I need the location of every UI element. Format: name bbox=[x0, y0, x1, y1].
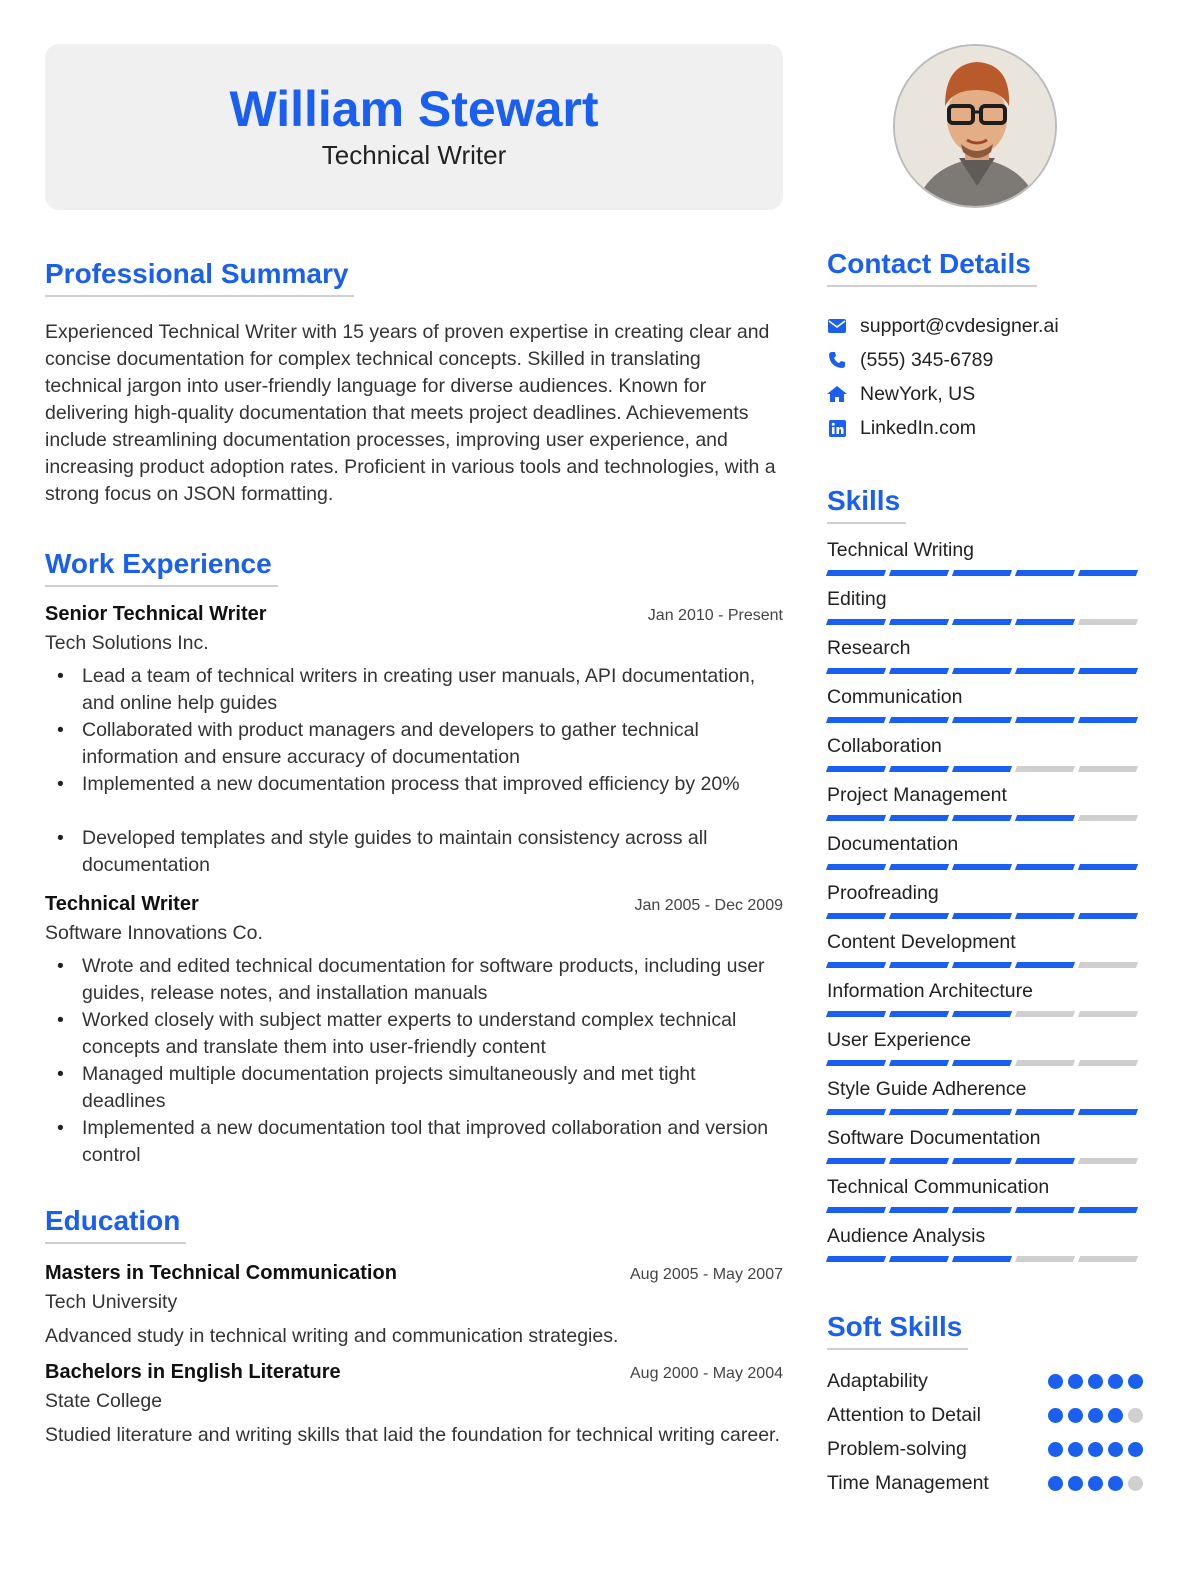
skill-level-segment bbox=[1078, 668, 1138, 674]
contact-location-text: NewYork, US bbox=[860, 382, 976, 405]
skill-level-segment bbox=[889, 1011, 949, 1017]
contact-heading: Contact Details bbox=[827, 248, 1037, 287]
soft-skill-label: Problem-solving bbox=[827, 1437, 967, 1460]
contact-section bbox=[827, 248, 1143, 445]
contact-location bbox=[827, 377, 1143, 411]
job-dates: Jan 2005 - Dec 2009 bbox=[634, 897, 783, 914]
rating-dot bbox=[1088, 1374, 1103, 1389]
skill-level-segment bbox=[1078, 1207, 1138, 1213]
skill-level-segment bbox=[1078, 1256, 1138, 1262]
skill-level-bar bbox=[827, 766, 1143, 772]
skill-level-segment bbox=[952, 570, 1012, 576]
skill-level-segment bbox=[1015, 1011, 1075, 1017]
profile-photo bbox=[893, 44, 1057, 208]
skill-level-segment bbox=[952, 962, 1012, 968]
skill-level-segment bbox=[1015, 815, 1075, 821]
skill-level-segment bbox=[826, 864, 886, 870]
skill-level-segment bbox=[952, 1011, 1012, 1017]
skill-level-segment bbox=[826, 717, 886, 723]
skill-level-segment bbox=[1015, 1109, 1075, 1115]
skill-level-segment bbox=[952, 717, 1012, 723]
summary-heading: Professional Summary bbox=[45, 258, 354, 297]
skill-level-segment bbox=[826, 619, 886, 625]
skill-level-segment bbox=[1015, 619, 1075, 625]
skill-level-segment bbox=[889, 570, 949, 576]
soft-skills-section bbox=[827, 1311, 1143, 1500]
skill-level-segment bbox=[952, 1109, 1012, 1115]
skill-level-bar bbox=[827, 864, 1143, 870]
skill-level-bar bbox=[827, 962, 1143, 968]
contact-phone[interactable] bbox=[827, 343, 1143, 377]
soft-skill-item bbox=[827, 1466, 1143, 1500]
skill-level-segment bbox=[1078, 1011, 1138, 1017]
skill-level-segment bbox=[1015, 1207, 1075, 1213]
skill-item bbox=[827, 979, 1143, 1028]
skill-level-segment bbox=[826, 1256, 886, 1262]
rating-dot bbox=[1108, 1442, 1123, 1457]
skill-level-segment bbox=[1015, 570, 1075, 576]
skill-level-segment bbox=[826, 668, 886, 674]
skill-level-segment bbox=[952, 1256, 1012, 1262]
summary-text: Experienced Technical Writer with 15 years of proven expertise in creating clear and concise documentation for complex technical concepts. Skilled in translating technical jargon into user-friendly language for diverse audiences. Known for delivering high-quality documentation that meets project deadlines. Achievements include streamlining documentation processes, improving user experience, and increasing product adoption rates. Proficient in various tools and technologies, with a strong focus on JSON formatting. bbox=[45, 321, 776, 505]
education-school: Tech University bbox=[45, 1291, 178, 1313]
soft-skill-rating bbox=[1048, 1374, 1143, 1389]
job-company: Software Innovations Co. bbox=[45, 922, 263, 944]
skill-level-segment bbox=[889, 1207, 949, 1213]
skill-level-segment bbox=[952, 1060, 1012, 1066]
skill-level-bar bbox=[827, 1256, 1143, 1262]
skill-level-segment bbox=[1078, 864, 1138, 870]
job-bullet: • Managed multiple documentation projects simultaneously and met tight deadlines bbox=[45, 1061, 783, 1115]
skills-section bbox=[827, 485, 1143, 1273]
skill-label: Research bbox=[827, 637, 911, 659]
job-bullets bbox=[45, 663, 783, 879]
rating-dot bbox=[1128, 1476, 1143, 1491]
job-bullet: • Collaborated with product managers and developers to gather technical information and ensure accuracy of documentation bbox=[45, 717, 783, 771]
skill-level-segment bbox=[1078, 1060, 1138, 1066]
skill-item bbox=[827, 734, 1143, 783]
summary-section bbox=[45, 258, 783, 508]
soft-skill-rating bbox=[1048, 1442, 1143, 1457]
skill-level-segment bbox=[1015, 913, 1075, 919]
skill-level-segment bbox=[889, 1158, 949, 1164]
education-school: State College bbox=[45, 1390, 163, 1412]
soft-skill-label: Adaptability bbox=[827, 1369, 928, 1392]
rating-dot bbox=[1068, 1374, 1083, 1389]
skill-label: Content Development bbox=[827, 931, 1016, 953]
job-company: Tech Solutions Inc. bbox=[45, 632, 209, 654]
skill-level-segment bbox=[889, 962, 949, 968]
skill-level-segment bbox=[826, 962, 886, 968]
job-bullets bbox=[45, 953, 783, 1169]
skill-level-segment bbox=[1015, 1256, 1075, 1262]
skill-level-segment bbox=[1078, 815, 1138, 821]
skill-item bbox=[827, 636, 1143, 685]
linkedin-icon bbox=[827, 418, 847, 438]
soft-skills-heading: Soft Skills bbox=[827, 1311, 968, 1350]
skill-level-segment bbox=[1015, 668, 1075, 674]
rating-dot bbox=[1048, 1374, 1063, 1389]
skill-level-bar bbox=[827, 570, 1143, 576]
job-bullet: • Implemented a new documentation process that improved efficiency by 20% bbox=[45, 771, 783, 798]
skill-level-bar bbox=[827, 1158, 1143, 1164]
skill-level-segment bbox=[889, 1109, 949, 1115]
soft-skill-item bbox=[827, 1432, 1143, 1466]
skill-level-segment bbox=[952, 766, 1012, 772]
rating-dot bbox=[1088, 1476, 1103, 1491]
skills-heading: Skills bbox=[827, 485, 906, 524]
job-bullet: • Lead a team of technical writers in creating user manuals, API documentation, and online help guides bbox=[45, 663, 783, 717]
skill-label: Proofreading bbox=[827, 882, 939, 904]
education-entry bbox=[45, 1361, 783, 1450]
skill-label: Information Architecture bbox=[827, 980, 1033, 1002]
education-degree: Masters in Technical Communication bbox=[45, 1262, 397, 1284]
skill-level-segment bbox=[1015, 1060, 1075, 1066]
skill-level-segment bbox=[952, 1207, 1012, 1213]
phone-icon bbox=[827, 350, 847, 370]
candidate-name: William Stewart bbox=[229, 81, 599, 137]
skill-label: Style Guide Adherence bbox=[827, 1078, 1027, 1100]
contact-email-text: support@cvdesigner.ai bbox=[860, 314, 1059, 337]
experience-heading: Work Experience bbox=[45, 548, 278, 587]
rating-dot bbox=[1048, 1408, 1063, 1423]
skill-level-segment bbox=[952, 1158, 1012, 1164]
skill-level-segment bbox=[826, 570, 886, 576]
rating-dot bbox=[1128, 1442, 1143, 1457]
soft-skill-label: Time Management bbox=[827, 1471, 989, 1494]
skill-level-segment bbox=[826, 766, 886, 772]
soft-skill-item bbox=[827, 1398, 1143, 1432]
education-description: Advanced study in technical writing and communication strategies. bbox=[45, 1325, 619, 1347]
contact-list bbox=[827, 309, 1143, 445]
soft-skills-list bbox=[827, 1364, 1143, 1500]
skill-level-segment bbox=[826, 1060, 886, 1066]
skill-level-segment bbox=[952, 668, 1012, 674]
rating-dot bbox=[1068, 1476, 1083, 1491]
skills-list bbox=[827, 538, 1143, 1273]
skill-level-bar bbox=[827, 668, 1143, 674]
sidebar-column bbox=[827, 44, 1143, 1500]
skill-item bbox=[827, 783, 1143, 832]
skill-level-segment bbox=[826, 1011, 886, 1017]
skill-level-segment bbox=[826, 1158, 886, 1164]
rating-dot bbox=[1048, 1442, 1063, 1457]
skill-level-segment bbox=[1078, 1109, 1138, 1115]
job-dates: Jan 2010 - Present bbox=[647, 607, 783, 624]
skill-item bbox=[827, 930, 1143, 979]
skill-item bbox=[827, 587, 1143, 636]
job-entry bbox=[45, 603, 783, 879]
skill-item bbox=[827, 1126, 1143, 1175]
education-dates: Aug 2000 - May 2004 bbox=[630, 1365, 783, 1382]
main-column bbox=[45, 44, 783, 1450]
rating-dot bbox=[1108, 1408, 1123, 1423]
skill-level-bar bbox=[827, 1060, 1143, 1066]
skill-level-segment bbox=[889, 668, 949, 674]
skill-level-segment bbox=[889, 1256, 949, 1262]
skill-level-segment bbox=[1078, 913, 1138, 919]
skill-level-segment bbox=[1078, 766, 1138, 772]
skill-level-segment bbox=[826, 815, 886, 821]
skill-label: Software Documentation bbox=[827, 1127, 1041, 1149]
skill-level-segment bbox=[889, 864, 949, 870]
job-entry bbox=[45, 893, 783, 1169]
skill-label: User Experience bbox=[827, 1029, 972, 1051]
skill-label: Technical Communication bbox=[827, 1176, 1050, 1198]
skill-label: Collaboration bbox=[827, 735, 942, 757]
skill-level-segment bbox=[1078, 570, 1138, 576]
skill-level-segment bbox=[1015, 1158, 1075, 1164]
skill-level-segment bbox=[952, 864, 1012, 870]
rating-dot bbox=[1108, 1374, 1123, 1389]
skill-level-segment bbox=[1078, 962, 1138, 968]
skill-level-segment bbox=[826, 1109, 886, 1115]
contact-phone-text: (555) 345-6789 bbox=[860, 348, 994, 371]
skill-level-segment bbox=[826, 913, 886, 919]
experience-section bbox=[45, 548, 783, 1169]
contact-linkedin-text: LinkedIn.com bbox=[860, 416, 976, 439]
job-bullet: • Worked closely with subject matter experts to understand complex technical concepts and translate them into user-friendly content bbox=[45, 1007, 783, 1061]
rating-dot bbox=[1088, 1408, 1103, 1423]
education-section bbox=[45, 1205, 783, 1450]
skill-level-segment bbox=[952, 913, 1012, 919]
skill-label: Project Management bbox=[827, 784, 1007, 806]
skill-label: Documentation bbox=[827, 833, 959, 855]
soft-skill-rating bbox=[1048, 1476, 1143, 1491]
skill-level-bar bbox=[827, 619, 1143, 625]
skill-label: Communication bbox=[827, 686, 963, 708]
skill-level-segment bbox=[952, 815, 1012, 821]
rating-dot bbox=[1128, 1408, 1143, 1423]
education-heading: Education bbox=[45, 1205, 186, 1244]
rating-dot bbox=[1108, 1476, 1123, 1491]
skill-level-segment bbox=[889, 815, 949, 821]
skill-level-segment bbox=[1078, 717, 1138, 723]
education-dates: Aug 2005 - May 2007 bbox=[630, 1266, 783, 1283]
skill-level-bar bbox=[827, 1011, 1143, 1017]
rating-dot bbox=[1088, 1442, 1103, 1457]
skill-item bbox=[827, 1175, 1143, 1224]
skill-item bbox=[827, 685, 1143, 734]
job-bullet: • Developed templates and style guides to maintain consistency across all documentation bbox=[45, 825, 783, 879]
rating-dot bbox=[1128, 1374, 1143, 1389]
contact-linkedin[interactable] bbox=[827, 411, 1143, 445]
skill-label: Editing bbox=[827, 588, 887, 610]
soft-skill-item bbox=[827, 1364, 1143, 1398]
contact-email[interactable] bbox=[827, 309, 1143, 343]
skill-label: Audience Analysis bbox=[827, 1225, 986, 1247]
education-description: Studied literature and writing skills that laid the foundation for technical writing career. bbox=[45, 1424, 780, 1446]
skill-level-segment bbox=[1078, 1158, 1138, 1164]
skill-item bbox=[827, 538, 1143, 587]
skill-level-bar bbox=[827, 815, 1143, 821]
rating-dot bbox=[1068, 1408, 1083, 1423]
skill-level-segment bbox=[1015, 864, 1075, 870]
skill-level-bar bbox=[827, 913, 1143, 919]
rating-dot bbox=[1068, 1442, 1083, 1457]
skill-item bbox=[827, 881, 1143, 930]
skill-level-segment bbox=[952, 619, 1012, 625]
skill-label: Technical Writing bbox=[827, 539, 975, 561]
skill-item bbox=[827, 832, 1143, 881]
soft-skill-label: Attention to Detail bbox=[827, 1403, 981, 1426]
header-box bbox=[45, 44, 783, 210]
job-bullet: • Wrote and edited technical documentation for software products, including user guides, release notes, and installation manuals bbox=[45, 953, 783, 1007]
skill-level-segment bbox=[1015, 717, 1075, 723]
skill-level-segment bbox=[889, 766, 949, 772]
envelope-icon bbox=[827, 316, 847, 336]
skill-level-segment bbox=[1015, 962, 1075, 968]
skill-item bbox=[827, 1224, 1143, 1273]
soft-skill-rating bbox=[1048, 1408, 1143, 1423]
skill-level-bar bbox=[827, 1207, 1143, 1213]
rating-dot bbox=[1048, 1476, 1063, 1491]
skill-item bbox=[827, 1028, 1143, 1077]
skill-level-segment bbox=[889, 619, 949, 625]
education-entry bbox=[45, 1262, 783, 1351]
skill-level-bar bbox=[827, 717, 1143, 723]
job-role: Senior Technical Writer bbox=[45, 603, 267, 625]
skill-level-segment bbox=[826, 1207, 886, 1213]
skill-level-segment bbox=[1015, 766, 1075, 772]
skill-item bbox=[827, 1077, 1143, 1126]
education-degree: Bachelors in English Literature bbox=[45, 1361, 341, 1383]
skill-level-segment bbox=[889, 1060, 949, 1066]
skill-level-segment bbox=[889, 717, 949, 723]
home-icon bbox=[827, 384, 847, 404]
skill-level-segment bbox=[889, 913, 949, 919]
skill-level-bar bbox=[827, 1109, 1143, 1115]
job-bullet: • Implemented a new documentation tool that improved collaboration and version control bbox=[45, 1115, 783, 1169]
skill-level-segment bbox=[1078, 619, 1138, 625]
job-role: Technical Writer bbox=[45, 893, 199, 915]
candidate-title: Technical Writer bbox=[321, 140, 507, 170]
